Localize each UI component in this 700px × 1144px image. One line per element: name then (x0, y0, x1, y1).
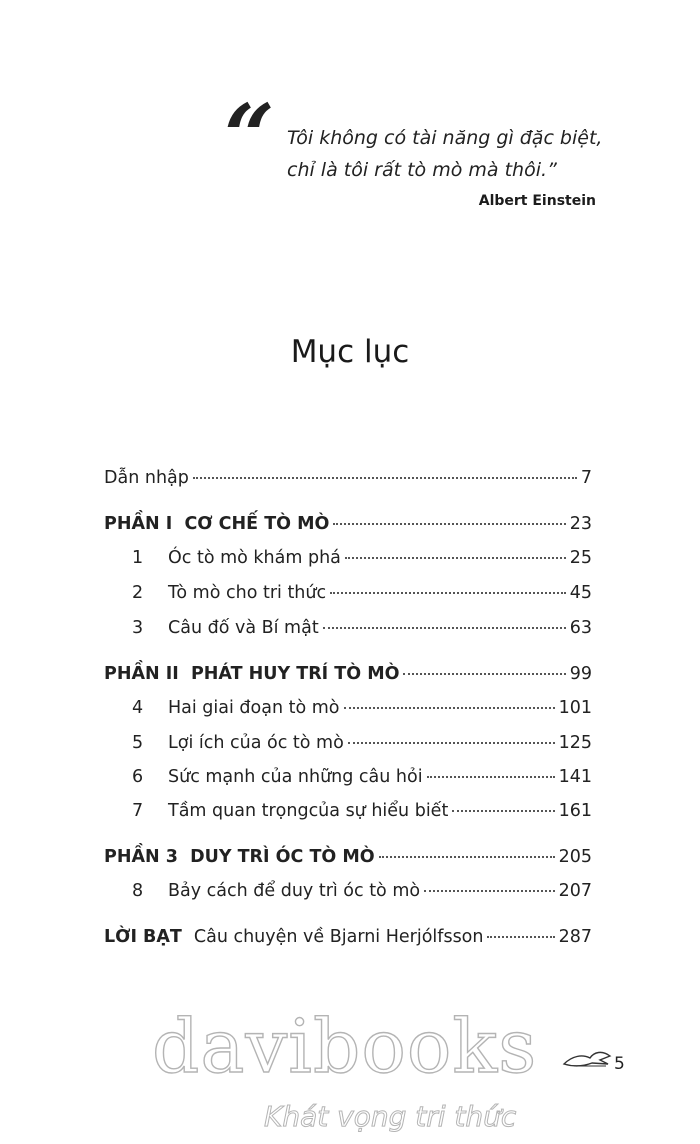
paper-airplane-icon (560, 1046, 614, 1072)
watermark-tagline: Khát vọng tri thức (264, 1100, 517, 1133)
dot-leader (345, 556, 566, 559)
entry-page-number: 7 (580, 468, 592, 488)
chapter-number: 8 (132, 881, 144, 901)
dot-leader (323, 626, 566, 629)
toc-entry (104, 698, 592, 724)
entry-title: Tò mò cho tri thức (168, 583, 327, 603)
entry-page-number: 207 (558, 881, 592, 901)
toc-title: Mục lục (290, 334, 410, 370)
chapter-number: 4 (132, 698, 144, 718)
entry-title: Sức mạnh của những câu hỏi (168, 767, 423, 787)
chapter-number: 6 (132, 767, 144, 787)
entry-page-number: 141 (558, 767, 592, 787)
part-heading: PHẦN 3 DUY TRÌ ÓC TÒ MÒ (104, 847, 375, 867)
dot-leader (487, 935, 554, 938)
dot-leader (379, 855, 555, 858)
part-heading: LỜI BẠT (104, 927, 182, 947)
toc-entry (104, 514, 592, 540)
entry-page-number: 205 (558, 847, 592, 867)
entry-title: Tầm quan trọngcủa sự hiểu biết (168, 801, 449, 821)
dot-leader (348, 741, 555, 744)
dot-leader (403, 672, 565, 675)
toc-entry (104, 801, 592, 827)
quote-line-1: Tôi không có tài năng gì đặc biệt, (287, 127, 603, 149)
part-heading: PHẦN I CƠ CHẾ TÒ MÒ (104, 514, 330, 534)
chapter-number: 7 (132, 801, 144, 821)
quotation-mark: “ (224, 84, 269, 188)
entry-title: Hai giai đoạn tò mò (168, 698, 340, 718)
entry-page-number: 287 (558, 927, 592, 947)
toc-entry (104, 548, 592, 574)
entry-title: Óc tò mò khám phá (168, 548, 341, 568)
entry-title: Dẫn nhập (104, 468, 189, 488)
dot-leader (193, 476, 577, 479)
dot-leader (333, 522, 565, 525)
dot-leader (452, 809, 554, 812)
toc-entry (104, 468, 592, 494)
chapter-number: 1 (132, 548, 144, 568)
entry-page-number: 101 (558, 698, 592, 718)
toc-entry (104, 733, 592, 759)
toc-entry (104, 881, 592, 907)
toc-entry (104, 664, 592, 690)
chapter-number: 2 (132, 583, 144, 603)
dot-leader (330, 591, 566, 594)
toc-entry (104, 847, 592, 873)
entry-title: Bảy cách để duy trì óc tò mò (168, 881, 421, 901)
entry-page-number: 45 (569, 583, 592, 603)
toc-entry (104, 618, 592, 644)
chapter-number: 3 (132, 618, 144, 638)
entry-page-number: 125 (558, 733, 592, 753)
entry-page-number: 63 (569, 618, 592, 638)
page-number: 5 (614, 1054, 625, 1074)
entry-title: Câu chuyện về Bjarni Herjólfsson (193, 927, 484, 947)
quote-line-2: chỉ là tôi rất tò mò mà thôi.” (287, 159, 557, 181)
toc-entry (104, 767, 592, 793)
toc-entry (104, 583, 592, 609)
quote-author: Albert Einstein (478, 193, 596, 209)
dot-leader (427, 775, 555, 778)
dot-leader (424, 889, 555, 892)
entry-page-number: 161 (558, 801, 592, 821)
entry-page-number: 99 (569, 664, 592, 684)
entry-title: Câu đố và Bí mật (168, 618, 319, 638)
toc-entry (104, 927, 592, 953)
part-heading: PHẦN II PHÁT HUY TRÍ TÒ MÒ (104, 664, 400, 684)
dot-leader (344, 706, 555, 709)
chapter-number: 5 (132, 733, 144, 753)
watermark-brand: davibooks (152, 1004, 538, 1090)
entry-page-number: 23 (569, 514, 592, 534)
entry-page-number: 25 (569, 548, 592, 568)
entry-title: Lợi ích của óc tò mò (168, 733, 344, 753)
